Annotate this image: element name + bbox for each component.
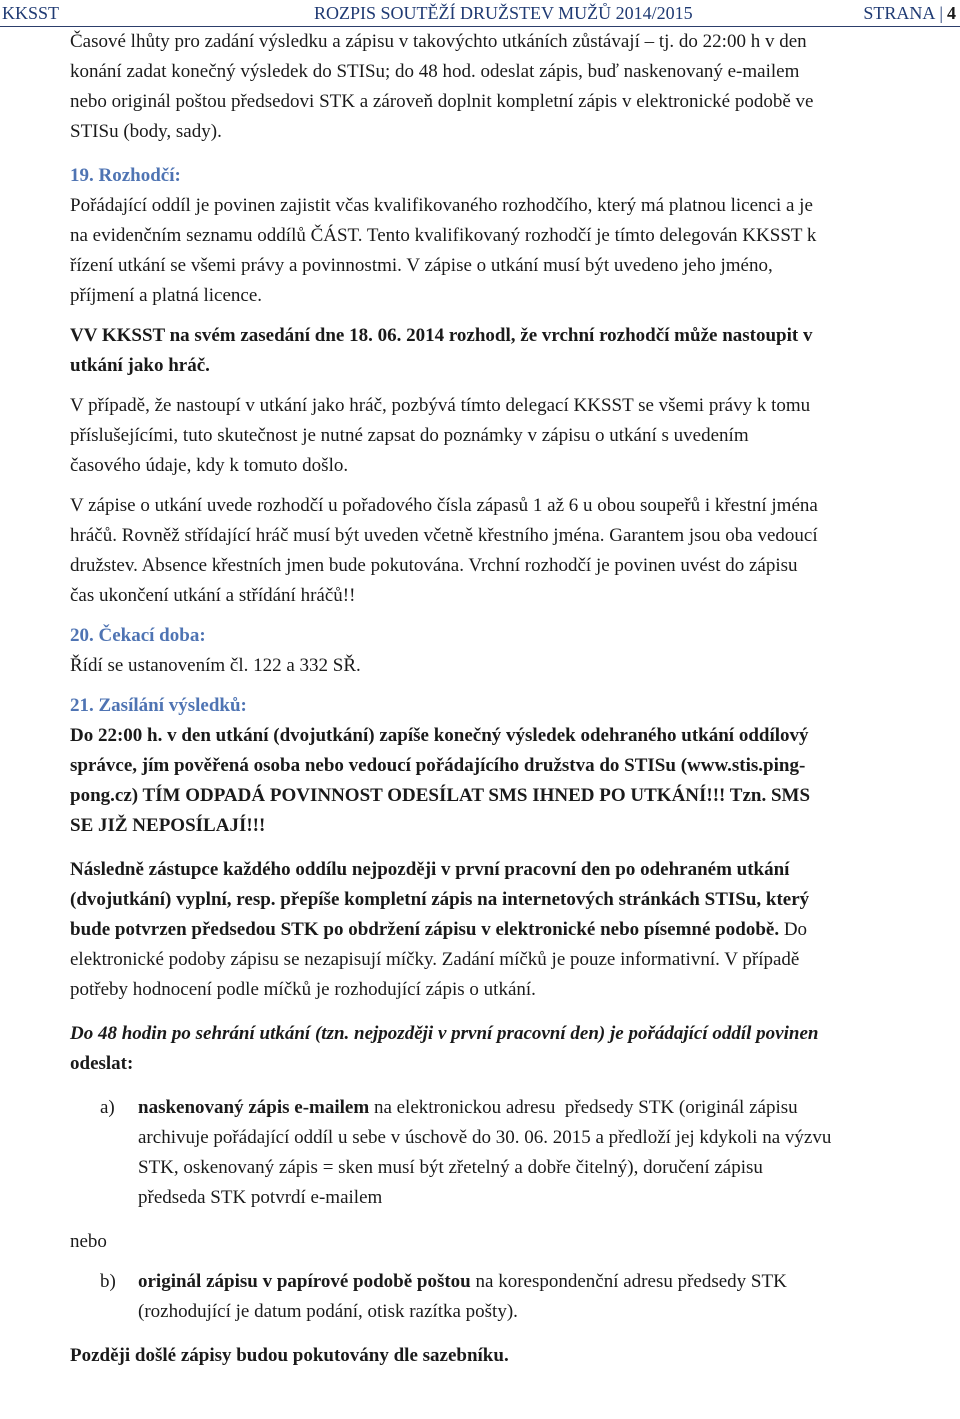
text-line: SE JIŽ NEPOSÍLAJÍ!!! bbox=[70, 815, 266, 836]
section-20-heading bbox=[70, 621, 954, 651]
section-19-paragraph-1 bbox=[70, 191, 954, 311]
list-item-line: archivuje pořádající oddíl u sebe v úschově do 30. 06. 2015 a předloží jej kdykoli na výzvu bbox=[138, 1127, 832, 1148]
text-line: V případě, že nastoupí v utkání jako hráč, pozbývá tímto delegací KKSST se všemi právy k tomu bbox=[70, 395, 811, 416]
page-header bbox=[0, 0, 960, 27]
text-line: časového údaje, kdy k tomuto došlo. bbox=[70, 455, 349, 476]
list-item-line: předseda STK potvrdí e-mailem bbox=[138, 1187, 383, 1208]
text-line: čas ukončení utkání a střídání hráčů!! bbox=[70, 585, 356, 606]
header-separator: | bbox=[939, 3, 943, 23]
text-line: Následně zástupce každého oddílu nejpozději v první pracovní den po odehraném utkání bbox=[70, 859, 790, 880]
section-21-number: 21. bbox=[70, 695, 94, 716]
list-item-bold: originál zápisu v papírové podobě poštou bbox=[138, 1271, 471, 1292]
intro-line: STISu (body, sady). bbox=[70, 121, 222, 142]
text-line: potřeby hodnocení podle míčků je rozhodující zápis o utkání. bbox=[70, 979, 536, 1000]
text-line: Do 48 hodin po sehrání utkání (tzn. nejpozději v první pracovní den) je pořádající oddíl povinen bbox=[70, 1023, 819, 1044]
closing-note: Později došlé zápisy budou pokutovány dle sazebníku. bbox=[70, 1345, 509, 1366]
section-19-number: 19. bbox=[70, 165, 94, 186]
section-21-paragraph-2 bbox=[70, 855, 954, 1005]
text-line: odeslat: bbox=[70, 1053, 134, 1074]
header-page bbox=[863, 0, 956, 26]
text-line: utkání jako hráč. bbox=[70, 355, 210, 376]
section-19-paragraph-3 bbox=[70, 391, 954, 481]
section-20-text: Řídí se ustanovením čl. 122 a 332 SŘ. bbox=[70, 655, 361, 676]
section-21-paragraph-1 bbox=[70, 721, 954, 841]
section-19-paragraph-2 bbox=[70, 321, 954, 381]
section-20-title: Čekací doba: bbox=[98, 625, 206, 646]
list-item-text: na korespondenční adresu předsedy STK bbox=[470, 1271, 787, 1292]
header-title: ROZPIS SOUTĚŽÍ DRUŽSTEV MUŽŮ 2014/2015 bbox=[314, 3, 693, 23]
intro-line: konání zadat konečný výsledek do STISu; do 48 hod. odeslat zápis, buď naskenovaný e-mailem bbox=[70, 61, 800, 82]
section-19-heading bbox=[70, 161, 954, 191]
text-line: bude potvrzen předsedou STK po obdržení zápisu v elektronické nebo písemné podobě. bbox=[70, 919, 780, 940]
text-line: správce, jím pověřená osoba nebo vedoucí pořádajícího družstva do STISu (www.stis.ping- bbox=[70, 755, 806, 776]
text-line: Pořádající oddíl je povinen zajistit včas kvalifikovaného rozhodčího, který má platnou licenci a je bbox=[70, 195, 813, 216]
text-line: hráčů. Rovněž střídající hráč musí být uveden včetně křestního jména. Garantem jsou oba vedoucí bbox=[70, 525, 818, 546]
intro-line: Časové lhůty pro zadání výsledku a zápisu v takovýchto utkáních zůstávají – tj. do 22:00 h v den bbox=[70, 31, 807, 52]
text-inline: Do bbox=[783, 919, 808, 940]
list-marker: a) bbox=[100, 1097, 115, 1118]
header-page-number: 4 bbox=[947, 3, 956, 23]
text-line: pong.cz) TÍM ODPADÁ POVINNOST ODESÍLAT SMS IHNED PO UTKÁNÍ!!! Tzn. SMS bbox=[70, 785, 811, 806]
section-20-number: 20. bbox=[70, 625, 94, 646]
section-19-title: Rozhodčí: bbox=[98, 165, 181, 186]
list-marker: b) bbox=[100, 1271, 116, 1292]
text-line: Do 22:00 h. v den utkání (dvojutkání) zapíše konečný výsledek odehraného utkání oddílový bbox=[70, 725, 809, 746]
header-page-label: STRANA bbox=[863, 3, 936, 23]
list-item-line: (rozhodující je datum podání, otisk razítka pošty). bbox=[138, 1301, 518, 1322]
section-21-paragraph-3 bbox=[70, 1019, 954, 1079]
text-line: příjmení a platná licence. bbox=[70, 285, 263, 306]
text-line: elektronické podoby zápisu se nezapisují míčky. Zadání míčků je pouze informativní. V případě bbox=[70, 949, 800, 970]
document-body bbox=[70, 27, 954, 1371]
list-item-b bbox=[70, 1267, 954, 1327]
text-line: V zápise o utkání uvede rozhodčí u pořadového čísla zápasů 1 až 6 u obou soupeřů i křestní jména bbox=[70, 495, 818, 516]
text-line: družstev. Absence křestních jmen bude pokutována. Vrchní rozhodčí je povinen uvést do zápisu bbox=[70, 555, 798, 576]
section-21-heading bbox=[70, 691, 954, 721]
text-line: VV KKSST na svém zasedání dne 18. 06. 2014 rozhodl, že vrchní rozhodčí může nastoupit v bbox=[70, 325, 813, 346]
intro-line: nebo originál poštou předsedovi STK a zároveň doplnit kompletní zápis v elektronické podobě ve bbox=[70, 91, 814, 112]
list-item-bold: naskenovaný zápis e-mailem bbox=[138, 1097, 370, 1118]
list-item-a bbox=[70, 1093, 954, 1213]
text-line: (dvojutkání) vyplní, resp. přepíše kompletní zápis na internetových stránkách STISu, který bbox=[70, 889, 810, 910]
intro-paragraph bbox=[70, 27, 954, 147]
list-item-text: na elektronickou adresu předsedy STK (originál zápisu bbox=[369, 1097, 798, 1118]
section-19-paragraph-4 bbox=[70, 491, 954, 611]
conjunction-nebo: nebo bbox=[70, 1231, 107, 1252]
text-line: řízení utkání se všemi právy a povinnostmi. V zápise o utkání musí být uvedeno jeho jméno, bbox=[70, 255, 773, 276]
text-line: příslušejícími, tuto skutečnost je nutné zapsat do poznámky v zápisu o utkání s uvedením bbox=[70, 425, 749, 446]
section-21-title: Zasílání výsledků: bbox=[98, 695, 247, 716]
list-item-line: STK, oskenovaný zápis = sken musí být zřetelný a dobře čitelný), doručení zápisu bbox=[138, 1157, 763, 1178]
header-org: KKSST bbox=[2, 3, 60, 23]
text-line: na evidenčním seznamu oddílů ČÁST. Tento kvalifikovaný rozhodčí je tímto delegován KKSST k bbox=[70, 225, 817, 246]
